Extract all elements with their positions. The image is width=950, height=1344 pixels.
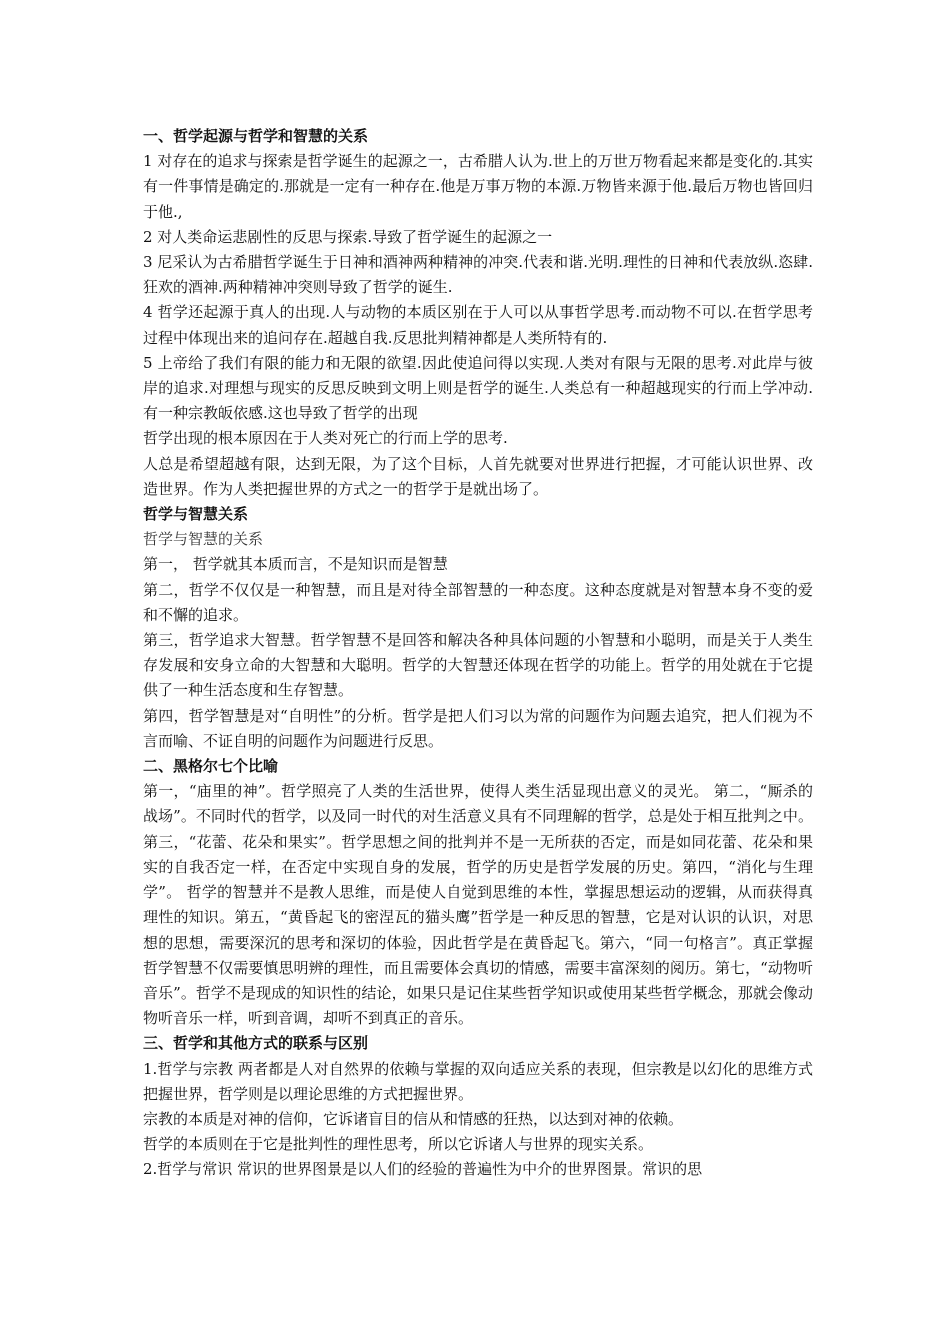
- wisdom-paragraph-3: 第三，哲学追求大智慧。哲学智慧不是回答和解决各种具体问题的小智慧和小聪明，而是关于人类生存发展和安身立命的大智慧和大聪明。哲学的大智慧还体现在哲学的功能上。哲学的用处就在于它提供了一种生活态度和生存智慧。: [143, 631, 813, 700]
- wisdom-section-title: 哲学与智慧关系: [143, 505, 249, 524]
- document-page: [143, 124, 813, 1183]
- section1-paragraph-6: 哲学出现的根本原因在于人类对死亡的行而上学的思考.: [143, 429, 508, 448]
- section3-paragraph-3: 哲学的本质则在于它是批判性的理性思考，所以它诉诸人与世界的现实关系。: [143, 1135, 654, 1154]
- section1-paragraph-3: 3 尼采认为古希腊哲学诞生于日神和酒神两种精神的冲突.代表和谐.光明.理性的日神和代表放纵.恣肆.狂欢的酒神.两种精神冲突则导致了哲学的诞生.: [143, 253, 813, 297]
- section2-paragraph-1: 第一，“庙里的神”。哲学照亮了人类的生活世界，使得人类生活显现出意义的灵光。 第二，“厮杀的战场”。不同时代的哲学，以及同一时代的对生活意义具有不同理解的哲学，总是处于相互批判之中。第三，“花蕾、花朵和果实”。哲学思想之间的批判并不是一无所获的否定，而是如同花蕾、花朵和果实的自我否定一样，在否定中实现自身的发展，哲学的历史是哲学发展的历史。第四，“消化与生理学”。 哲学的智慧并不是教人思维，而是使人自觉到思维的本性，掌握思想运动的逻辑，从而获得真理性的知识。第五，“黄昏起飞的密涅瓦的猫头鹰”哲学是一种反思的智慧，它是对认识的认识，对思想的思想，需要深沉的思考和深切的体验，因此哲学是在黄昏起飞。第六，“同一句格言”。真正掌握哲学智慧不仅需要慎思明辨的理性，而且需要体会真切的情感，需要丰富深刻的阅历。第七，“动物听音乐”。哲学不是现成的知识性的结论，如果只是记住某些哲学知识或使用某些哲学概念，那就会像动物听音乐一样，听到音调，却听不到真正的音乐。: [143, 782, 813, 1028]
- section1-paragraph-4: 4 哲学还起源于真人的出现.人与动物的本质区别在于人可以从事哲学思考.而动物不可以.在哲学思考过程中体现出来的追问存在.超越自我.反思批判精神都是人类所特有的.: [143, 303, 813, 347]
- section1-paragraph-5: 5 上帝给了我们有限的能力和无限的欲望.因此使追问得以实现.人类对有限与无限的思考.对此岸与彼岸的追求.对理想与现实的反思反映到文明上则是哲学的诞生.人类总有一种超越现实的行而上学冲动.有一种宗教皈依感.这也导致了哲学的出现: [143, 353, 813, 423]
- section3-paragraph-1: 1.哲学与宗教 两者都是人对自然界的依赖与掌握的双向适应关系的表现，但宗教是以幻化的思维方式把握世界，哲学则是以理论思维的方式把握世界。: [143, 1059, 813, 1103]
- section3-paragraph-2: 宗教的本质是对神的信仰，它诉诸盲目的信从和情感的狂热，以达到对神的依赖。: [143, 1109, 684, 1128]
- section3-title: 三、哲学和其他方式的联系与区别: [143, 1034, 369, 1053]
- section1-paragraph-7: 人总是希望超越有限，达到无限，为了这个目标，人首先就要对世界进行把握，才可能认识世界、改造世界。作为人类把握世界的方式之一的哲学于是就出场了。: [143, 454, 813, 498]
- wisdom-paragraph-4: 第四，哲学智慧是对“自明性”的分析。哲学是把人们习以为常的问题作为问题去追究，把人们视为不言而喻、不证自明的问题作为问题进行反思。: [143, 706, 813, 750]
- section2-title: 二、黑格尔七个比喻: [143, 757, 279, 776]
- section1-paragraph-2: 2 对人类命运悲剧性的反思与探索.导致了哲学诞生的起源之一: [143, 227, 553, 246]
- section1-paragraph-1: 1 对存在的追求与探索是哲学诞生的起源之一，古希腊人认为.世上的万世万物看起来都是变化的.其实有一件事情是确定的.那就是一定有一种存在.他是万事万物的本源.万物皆来源于他.最后万物也皆回归于他.,: [143, 152, 813, 221]
- section3-paragraph-4: 2.哲学与常识 常识的世界图景是以人们的经验的普遍性为中介的世界图景。常识的思: [143, 1160, 703, 1179]
- wisdom-section-subtitle: 哲学与智慧的关系: [143, 530, 264, 549]
- wisdom-paragraph-1: 第一， 哲学就其本质而言，不是知识而是智慧: [143, 555, 448, 574]
- wisdom-paragraph-2: 第二，哲学不仅仅是一种智慧，而且是对待全部智慧的一种态度。这种态度就是对智慧本身不变的爱和不懈的追求。: [143, 580, 813, 624]
- section1-title: 一、哲学起源与哲学和智慧的关系: [143, 127, 369, 145]
